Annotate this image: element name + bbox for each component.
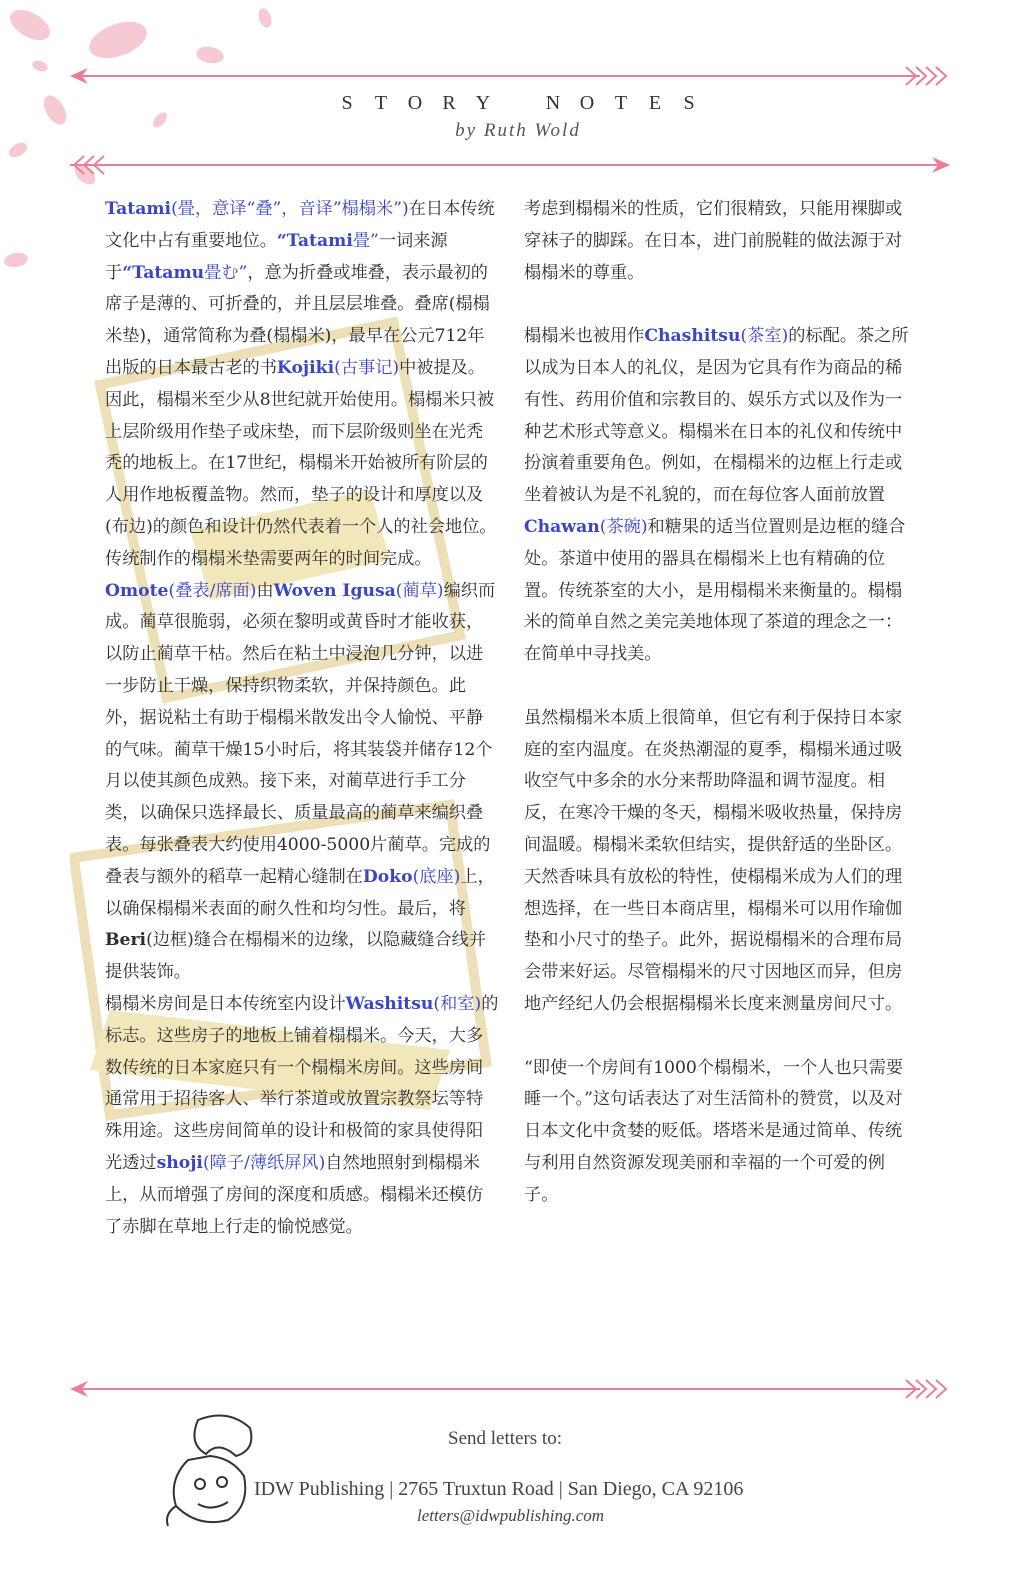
body-text: 自然地照射到榻榻米上，从而增强了房间的深度和质感。榻榻米还模仿了赤脚在草地上行走的愉悦感觉。 (105, 1152, 484, 1237)
japanese-term (122, 263, 247, 283)
term-romaji: Washitsu (345, 993, 434, 1014)
body-text: 虽然榻榻米本质上很简单，但它有利于保持日本家庭的室内温度。在炎热潮湿的夏季，榻榻米通过吸收空气中多余的水分来帮助降温和调节湿度。相反，在寒冷干燥的冬天，榻榻米吸收热量，保持房间温暖。榻榻米柔软但结实，提供舒适的坐卧区。天然香味具有放松的特性，使榻榻米成为人们的理想选择，在一些日本商店里，榻榻米可以用作瑜伽垫和小尺寸的垫子。此外，据说榻榻米的合理布局会带来好运。尽管榻榻米的尺寸因地区而异，但房地产经纪人仍会根据榻榻米长度来测量房间尺寸。 (524, 707, 903, 1014)
japanese-term (346, 994, 482, 1014)
title-letter: E (648, 92, 662, 114)
title-letter: N (545, 92, 561, 114)
term-romaji: “Tatamu (122, 262, 205, 283)
term-translation: (茶室) (740, 326, 789, 347)
body-text: 编织而成。蔺草很脆弱，必须在黎明或黄昏时才能收获，以防止蔺草干枯。然后在粘土中浸泡几分钟，以进一步防止干燥，保持织物柔软，并保持颜色。此外，据说粘土有助于榻榻米散发出令人愉悦、平静的气味。蔺草干燥15小时后，将其装袋并储存12个月以使其颜色成熟。接下来，对蔺草进行手工分类，以确保只选择最长、质量最高的蔺草来编织叠表。每张叠表大约使用4000-5000片蔺草。完成的叠表与额外的稻草一起精心缝制在 (105, 580, 496, 887)
body-text: 由 (256, 580, 274, 601)
term-romaji: Doko (362, 866, 413, 887)
paragraph-spacer (524, 671, 909, 703)
paragraph (524, 1053, 909, 1212)
term-translation: (畳，意译“叠”，音译”榻榻米”) (171, 199, 409, 219)
right-column (524, 194, 909, 1212)
footer-label: Send letters to: (448, 1428, 562, 1449)
term-romaji: Chashitsu (644, 326, 741, 347)
term-romaji: “Tatami (276, 230, 353, 251)
term-translation: (叠表/席面) (168, 580, 257, 601)
bottom-arrow-divider (70, 1377, 950, 1401)
japanese-term (157, 1153, 326, 1173)
term-translation: (茶碗) (599, 516, 648, 537)
term-translation: (和室) (433, 993, 482, 1014)
body-text: 上，以确保榻榻米表面的耐久性和均匀性。最后，将 (105, 866, 495, 919)
term-translation: (底座) (412, 866, 461, 887)
top-arrow-divider (70, 64, 950, 88)
paragraph (524, 194, 909, 289)
title-letter: R (442, 92, 456, 114)
byline: by Ruth Wold (455, 120, 581, 141)
paragraph (105, 194, 500, 544)
body-text: 榻榻米房间是日本传统室内设计 (105, 993, 346, 1014)
term-romaji: Kojiki (276, 357, 335, 378)
term-romaji: shoji (156, 1152, 203, 1173)
body-text: 中被提及。因此，榻榻米至少从8世纪就开始使用。榻榻米只被上层阶级用作垫子或床垫，而下层阶级则坐在光秃秃的地板上。在17世纪，榻榻米开始被所有阶层的人用作地板覆盖物。然而，垫子的设计和厚度以及(布边)的颜色和设计仍然代表着一个人的社会地位。 (105, 357, 497, 537)
term-translation: (障子/薄纸屏风) (202, 1152, 326, 1173)
japanese-term (274, 581, 444, 601)
term-translation: (蔺草) (395, 580, 444, 601)
japanese-term (524, 517, 648, 537)
term-romaji: Tatami (105, 199, 172, 219)
title-letter: O (407, 92, 423, 114)
body-text: 榻榻米也被用作 (524, 326, 645, 347)
page-title (0, 92, 1036, 115)
mascot-illustration (158, 1410, 263, 1530)
footer-email-link[interactable]: letters@idwpublishing.com (417, 1506, 605, 1525)
body-text: 的标配。茶之所以成为日本人的礼仪，是因为它具有作为商品的稀有性、药用价值和宗教目的、娱乐方式以及作为一种艺术形式等意义。榻榻米在日本的礼仪和传统中扮演着重要角色。例如，在榻榻米的边框上行走或坐着被认为是不礼貌的，而在每位客人面前放置 (524, 326, 909, 506)
term-romaji: Omote (105, 580, 169, 601)
title-letter: T (374, 92, 388, 114)
title-letter: O (579, 92, 595, 114)
title-letter: Y (475, 92, 491, 114)
paragraph (105, 544, 500, 989)
paragraph (524, 321, 909, 671)
body-text: 一词来源于 (105, 230, 448, 283)
body-text: (边框)缝合在榻榻米的边缘，以隐藏缝合线并提供装饰。 (105, 930, 487, 983)
paragraph-spacer (524, 1021, 909, 1053)
left-column (105, 194, 500, 1243)
japanese-term (644, 326, 788, 346)
paragraph (105, 989, 500, 1243)
body-text: 的标志。这些房子的地板上铺着榻榻米。今天，大多数传统的日本家庭只有一个榻榻米房间。这些房间通常用于招待客人、举行茶道或放置宗教祭坛等特殊用途。这些房间简单的设计和极简的家具使得阳光透过 (105, 993, 499, 1173)
bold-term: Beri (105, 930, 147, 951)
term-translation: (古事记) (334, 357, 400, 378)
title-letter: S (683, 92, 695, 114)
japanese-term (105, 199, 409, 219)
footer-address: IDW Publishing | 2765 Truxtun Road | San Diego, CA 92106 (254, 1478, 744, 1500)
japanese-term (363, 867, 461, 887)
term-translation: 畳” (352, 230, 379, 251)
body-text: 传统制作的榻榻米垫需要两年的时间完成。 (105, 548, 432, 569)
japanese-term (105, 581, 256, 601)
body-text: 在日本传统文化中占有重要地位。 (105, 199, 495, 251)
paragraph-spacer (524, 289, 909, 321)
body-text: 考虑到榻榻米的性质，它们很精致，只能用裸脚或穿袜子的脚踩。在日本，进门前脱鞋的做法源于对榻榻米的尊重。 (524, 199, 903, 283)
japanese-term (277, 358, 399, 378)
term-romaji: Woven Igusa (273, 580, 396, 601)
term-romaji: Chawan (524, 516, 600, 537)
title-letter: T (614, 92, 628, 114)
paragraph (524, 703, 909, 1021)
body-text: “即使一个房间有1000个榻榻米，一个人也只需要睡一个。”这句话表达了对生活简朴的赞赏，以及对日本文化中贪婪的贬低。塔塔米是通过简单、传统与利用自然资源发现美丽和幸福的一个可爱的例子。 (524, 1057, 904, 1205)
body-text: ，意为折叠或堆叠，表示最初的席子是薄的、可折叠的，并且层层堆叠。叠席(榻榻米垫)，通常简称为叠(榻榻米)，最早在公元712年出版的日本最古老的书 (105, 262, 490, 378)
header-arrow-divider (70, 153, 950, 177)
body-text: 和糖果的适当位置则是边框的缝合处。茶道中使用的器具在榻榻米上也有精确的位置。传统茶室的大小，是用榻榻米来衡量的。榻榻米的简单自然之美完美地体现了茶道的理念之一：在简单中寻找美。 (524, 516, 906, 665)
title-letter: S (341, 92, 353, 114)
japanese-term (277, 231, 379, 251)
term-translation: 畳む” (204, 262, 248, 283)
